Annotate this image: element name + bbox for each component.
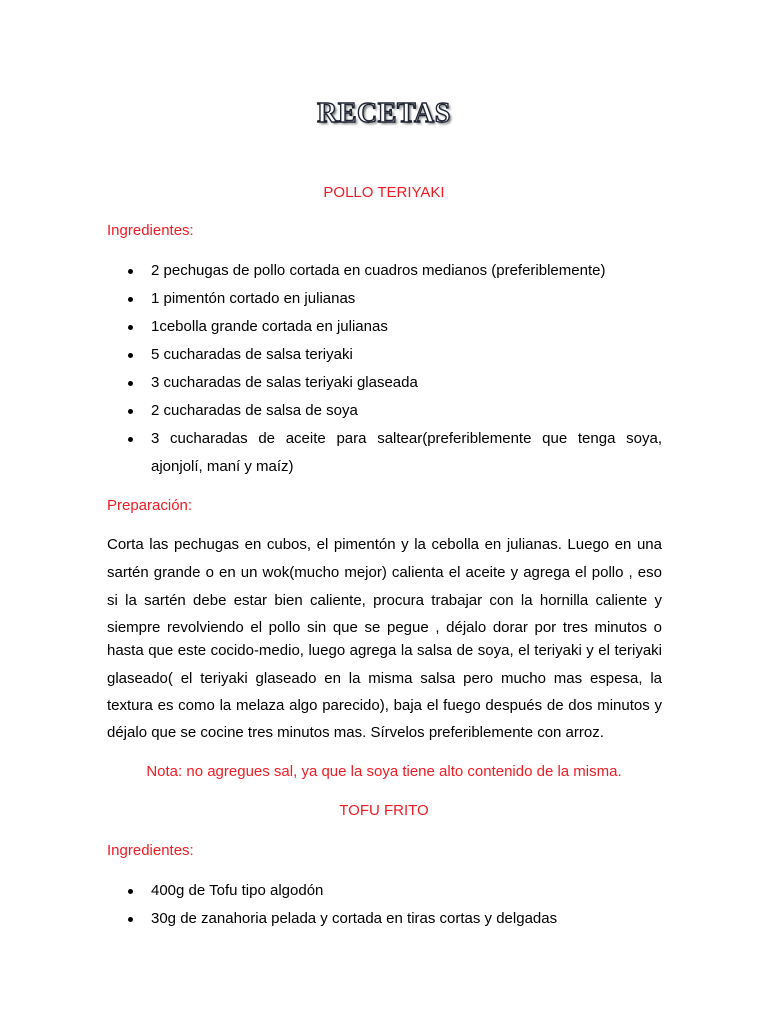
document-title: RECETAS — [317, 98, 451, 129]
bullet-icon — [128, 325, 133, 330]
preparation-line: si la sartén debe estar bien caliente, procura trabajar con la hornilla caliente y — [107, 592, 662, 609]
recipe-title-pollo-teriyaki: POLLO TERIYAKI — [323, 184, 445, 201]
list-item: 2 pechugas de pollo cortada en cuadros medianos (preferiblemente) — [107, 257, 662, 285]
ingredients-list-tofu-frito — [107, 877, 662, 933]
bullet-icon — [128, 409, 133, 414]
preparation-line: déjalo que se cocine tres minutos mas. Sírvelos preferiblemente con arroz. — [107, 724, 604, 741]
bullet-icon — [128, 437, 133, 442]
list-item: 5 cucharadas de salsa teriyaki — [107, 341, 662, 369]
preparation-line: textura es como la melaza algo parecido), baja el fuego después de dos minutos y — [107, 697, 662, 714]
bullet-icon — [128, 889, 133, 894]
bullet-icon — [128, 353, 133, 358]
bullet-icon — [128, 269, 133, 274]
ingredients-label: Ingredientes: — [107, 222, 194, 239]
list-item: 30g de zanahoria pelada y cortada en tiras cortas y delgadas — [107, 905, 662, 933]
preparation-line: sartén grande o en un wok(mucho mejor) calienta el aceite y agrega el pollo , eso — [107, 564, 662, 581]
list-item: 1 pimentón cortado en julianas — [107, 285, 662, 313]
list-item: 1cebolla grande cortada en julianas — [107, 313, 662, 341]
bullet-icon — [128, 297, 133, 302]
preparation-label: Preparación: — [107, 497, 193, 514]
list-item: 2 cucharadas de salsa de soya — [107, 397, 662, 425]
list-item: 3 cucharadas de salas teriyaki glaseada — [107, 369, 662, 397]
preparation-line: hasta que este cocido-medio, luego agrega la salsa de soya, el teriyaki y el teriyaki — [107, 642, 662, 659]
note-text: Nota: no agregues sal, ya que la soya tiene alto contenido de la misma. — [146, 763, 622, 780]
list-item: 3 cucharadas de aceite para saltear(preferiblemente que tenga soya, ajonjolí, maní y maíz) — [107, 425, 662, 481]
preparation-line: glaseado( el teriyaki glaseado en la misma salsa pero mucho mas espesa, la — [107, 670, 662, 687]
bullet-icon — [128, 381, 133, 386]
ingredients-list-pollo-teriyaki — [107, 257, 662, 481]
preparation-line: Corta las pechugas en cubos, el pimentón y la cebolla en julianas. Luego en una — [107, 536, 662, 553]
preparation-line: siempre revolviendo el pollo sin que se pegue , déjalo dorar por tres minutos o — [107, 619, 662, 636]
list-item: 400g de Tofu tipo algodón — [107, 877, 662, 905]
bullet-icon — [128, 917, 133, 922]
recipe-title-tofu-frito: TOFU FRITO — [339, 802, 429, 819]
ingredients-label: Ingredientes: — [107, 842, 194, 859]
